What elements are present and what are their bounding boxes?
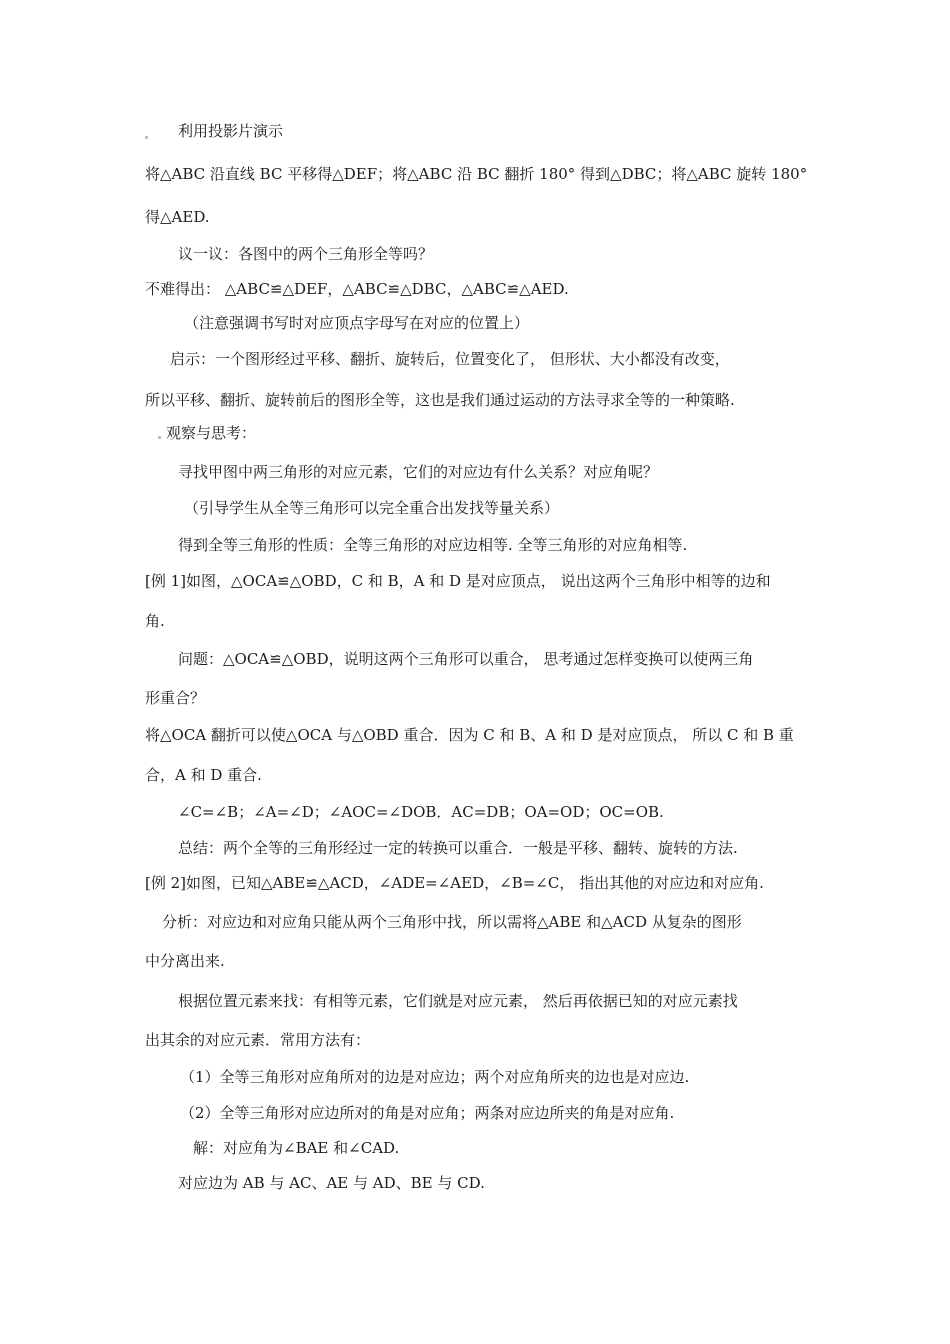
text-line-discuss: 议一议：各图中的两个三角形全等吗？ [178,245,434,263]
text-line-analysis-cont: 中分离出来. [145,952,225,970]
text-line-insight: 启示：一个图形经过平移、翻折、旋转后，位置变化了， 但形状、大小都没有改变， [170,350,730,368]
bullet-dot [145,136,148,139]
text-line-method1: （1）全等三角形对应角所对的边是对应边；两个对应角所夹的边也是对应边. [180,1068,690,1086]
text-line-example1: [例 1]如图，△OCA≌△OBD，C 和 B，A 和 D 是对应顶点， 说出这两个三角形中相等的边和 [145,572,771,590]
text-line-solution-sides: 对应边为 AB 与 AC、AE 与 AD、BE 与 CD. [178,1174,485,1192]
text-line-flip-cont: 合，A 和 D 重合. [145,766,262,784]
text-line-method2: （2）全等三角形对应边所对的角是对应角；两条对应边所夹的角是对应角. [180,1104,675,1122]
text-line-by-position-cont: 出其余的对应元素．常用方法有： [145,1031,371,1049]
text-line-example2: [例 2]如图，已知△ABE≌△ACD，∠ADE=∠AED，∠B=∠C， 指出其他的对应边和对应角. [145,874,764,892]
text-line-equalities: ∠C=∠B；∠A=∠D；∠AOC=∠DOB．AC=DB；OA=OD；OC=OB. [178,803,664,821]
text-line-note: （注意强调书写时对应顶点字母写在对应的位置上） [184,314,530,332]
text-line-analysis: 分析：对应边和对应角只能从两个三角形中找，所以需将△ABE 和△ACD 从复杂的图形 [162,913,742,931]
bullet-dot [158,436,161,439]
text-line-insight-cont: 所以平移、翻折、旋转前后的图形全等，这也是我们通过运动的方法寻求全等的一种策略. [145,391,735,409]
text-line-conclusion: 不难得出： △ABC≌△DEF，△ABC≌△DBC，△ABC≌△AED. [145,280,569,298]
text-line-by-position: 根据位置元素来找：有相等元素，它们就是对应元素， 然后再依据已知的对应元素找 [178,992,738,1010]
text-line-question: 问题：△OCA≌△OBD，说明这两个三角形可以重合， 思考通过怎样变换可以使两三角 [178,650,754,668]
text-line-summary: 总结：两个全等的三角形经过一定的转换可以重合．一般是平移、翻转、旋转的方法. [178,839,738,857]
text-line-transform-cont: 得△AED. [145,208,210,226]
text-line-example1-cont: 角. [145,612,165,630]
text-line-transform: 将△ABC 沿直线 BC 平移得△DEF；将△ABC 沿 BC 翻折 180° 得到△DBC；将△ABC 旋转 180° [145,165,808,183]
text-line-guide: （引导学生从全等三角形可以完全重合出发找等量关系） [184,499,560,517]
text-line-find-elements: 寻找甲图中两三角形的对应元素，它们的对应边有什么关系？对应角呢？ [178,463,659,481]
text-line-property: 得到全等三角形的性质：全等三角形的对应边相等. 全等三角形的对应角相等. [178,536,688,554]
text-line-observe-heading: 观察与思考： [166,424,257,442]
text-line-question-cont: 形重合？ [145,689,206,707]
text-line-flip: 将△OCA 翻折可以使△OCA 与△OBD 重合．因为 C 和 B、A 和 D 是对应顶点， 所以 C 和 B 重 [145,726,794,744]
text-line-demo: 利用投影片演示 [178,122,284,140]
text-line-solution: 解：对应角为∠BAE 和∠CAD. [193,1139,400,1157]
